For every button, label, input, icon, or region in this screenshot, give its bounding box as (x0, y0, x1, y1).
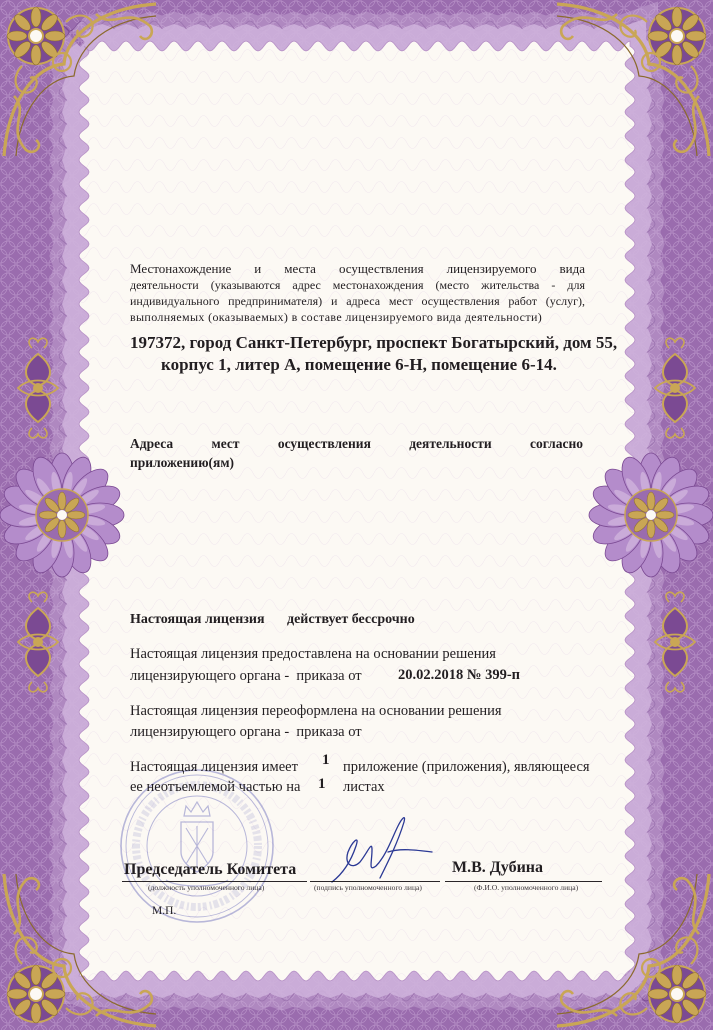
position-caption: (должность уполномоченного лица) (148, 883, 265, 892)
appendix-sheets-suffix: листах (343, 779, 385, 795)
signatory-position: Председатель Комитета (124, 861, 297, 878)
name-underline (445, 881, 602, 882)
validity-label: Настоящая лицензия (130, 612, 265, 627)
location-heading-line: Местонахождение и места осуществления лицензируемого вида (130, 261, 585, 276)
validity-value: действует бессрочно (287, 612, 415, 627)
reissued-line: лицензирующего органа - приказа от (130, 724, 362, 740)
activity-addresses-line: приложению(ям) (130, 455, 235, 470)
signature-caption: (подпись уполномоченного лица) (314, 883, 422, 892)
reissued-line: Настоящая лицензия переоформлена на основании решения (130, 703, 502, 719)
appendix-prefix: Настоящая лицензия имеет (130, 759, 298, 775)
appendix-count: 1 (322, 752, 330, 768)
granted-order-number: 20.02.2018 № 399-п (398, 667, 521, 683)
position-underline (122, 881, 307, 882)
granted-line: Настоящая лицензия предоставлена на основании решения (130, 646, 496, 662)
name-caption: (Ф.И.О. уполномоченного лица) (474, 883, 579, 892)
signatory-name: М.В. Дубина (452, 859, 544, 876)
location-heading-line: деятельности (указываются адрес местонахождения (место жительства - для (130, 278, 585, 292)
location-heading-line: выполняемых (оказываемых) в составе лицензируемого вида деятельности) (130, 310, 543, 324)
appendix-sheets-count: 1 (318, 776, 326, 792)
licensed-address-line: 197372, город Санкт-Петербург, проспект Богатырский, дом 55, (130, 333, 618, 352)
activity-addresses-line: Адреса мест осуществления деятельности согласно (130, 436, 583, 451)
appendix-line2-prefix: ее неотъемлемой частью на (130, 779, 301, 795)
stamp-place-mark: М.П. (152, 905, 177, 917)
granted-line: лицензирующего органа - приказа от (130, 668, 362, 684)
appendix-suffix: приложение (приложения), являющееся (343, 759, 590, 775)
location-heading-line: индивидуального предпринимателя) и адреса мест осуществления работ (услуг), (130, 294, 585, 308)
licensed-address-line: корпус 1, литер А, помещение 6-Н, помещение 6-14. (161, 355, 557, 374)
signature-underline (310, 881, 440, 882)
